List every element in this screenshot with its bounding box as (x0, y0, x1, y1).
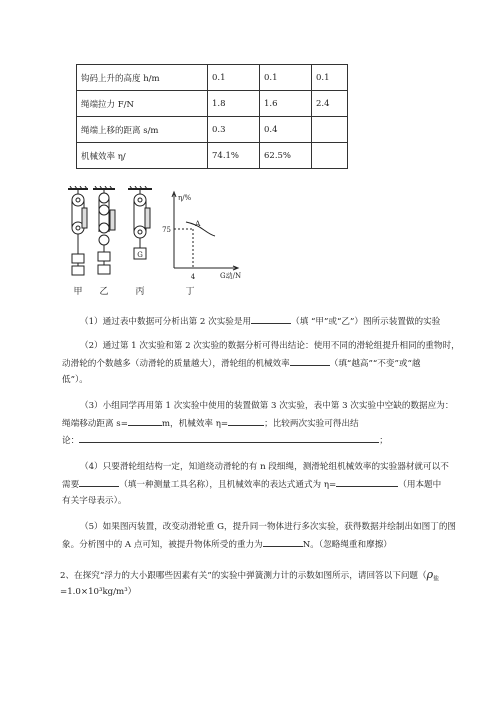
pulley-figure (62, 186, 252, 298)
figure-label-yi: 乙 (99, 287, 109, 297)
question-3-line-2 (62, 415, 359, 433)
table-cell: 0.1 (260, 65, 312, 91)
q5-text-b: N。（忽略绳重和摩擦） (302, 540, 392, 550)
q3-text-c: ；比较两次实验可得出结 (264, 419, 359, 429)
q4-text-c: （用本题中 (398, 480, 442, 490)
question-4-line-1: （4）只要滑轮组结构一定，知道绕动滑轮的有 n 段细绳，测滑轮组机械效率的实验器材就可以不 (80, 462, 449, 472)
x-tick-label: 4 (190, 273, 196, 281)
q1-text-b: （填 “甲”或“乙”）图所示装置做的实验 (291, 317, 441, 327)
q5-text-a: 象。分析图中的 A 点可知，被提升物体所受的重力为 (62, 540, 263, 550)
table-row (77, 117, 348, 143)
question-5-line-2 (62, 536, 392, 554)
q4-text-b: （填一种测量工具名称），且机械效率的表达式通式为 η= (119, 480, 337, 490)
question-3-line-3 (62, 432, 388, 450)
q4-text-a: 需要 (62, 480, 80, 490)
q3-distance-blank[interactable] (128, 415, 162, 426)
table-cell: 1.6 (260, 91, 312, 117)
weight-label: G (137, 251, 143, 259)
table-cell: 0.3 (208, 117, 260, 143)
q3-text-b: m，机械效率 η= (161, 419, 229, 429)
question-4-line-3: 有关字母表示）。 (62, 496, 127, 506)
rho-symbol: ρ (426, 568, 434, 581)
efficiency-graph (172, 192, 238, 270)
q2-text-b: （填“越高”“不变”或“越 (329, 359, 421, 369)
experiment-data-table (76, 64, 348, 169)
table-cell: 绳端上移的距离 s/m (77, 117, 208, 143)
problem-2-text-a: 2、在探究“浮力的大小跟哪些因素有关”的实验中弹簧测力计的示数如图所示，请回答以下问题（ (60, 571, 427, 581)
table-row (77, 65, 348, 91)
table-row (77, 91, 348, 117)
q3-efficiency-blank[interactable] (228, 415, 264, 426)
table-cell: 0.4 (260, 117, 312, 143)
figure-label-bing: 丙 (135, 287, 145, 297)
q3-text-a: 绳端移动距离 s= (62, 419, 128, 429)
q3-conclusion-blank[interactable] (79, 432, 379, 443)
table-cell: 绳端拉力 F/N (77, 91, 208, 117)
table-cell: 钩码上升的高度 h/m (77, 65, 208, 91)
question-2-line-1: （2）通过第 1 次实验和第 2 次实验的数据分析可得出结论：使用不同的滑轮组提升相同的重物时， (80, 341, 460, 351)
y-tick-label: 75 (162, 226, 171, 234)
table-row (77, 143, 348, 169)
table-cell: 62.5% (260, 143, 312, 169)
x-axis-label: G动/N (220, 272, 242, 280)
question-5-line-1: （5）如果图丙装置，改变动滑轮重 G，提升同一物体进行多次实验，获得数据并绘制出如图丁的图 (80, 522, 457, 532)
table-cell: 机械效率 η/ (77, 143, 208, 169)
table-cell: 0.1 (208, 65, 260, 91)
point-a-label: A (195, 219, 201, 228)
q3-text-d: 论： (62, 436, 80, 446)
q4-formula-blank[interactable] (336, 476, 398, 487)
question-4-line-2 (62, 476, 441, 494)
pulley-setup-yi (93, 186, 115, 274)
table-cell: 0.1 (312, 65, 348, 91)
question-2-line-2 (62, 355, 420, 373)
q2-answer-blank[interactable] (290, 355, 330, 366)
question-2-line-3: 低”）。 (62, 375, 88, 385)
table-cell (312, 117, 348, 143)
q1-answer-blank[interactable] (251, 313, 291, 324)
question-1 (80, 313, 440, 331)
q4-tool-blank[interactable] (79, 476, 119, 487)
q3-text-e: ； (379, 436, 388, 446)
table-cell: 74.1% (208, 143, 260, 169)
figure-label-ding: 丁 (185, 287, 195, 297)
q5-weight-blank[interactable] (263, 536, 303, 547)
table-cell: 2.4 (312, 91, 348, 117)
pulley-setup-bing (128, 186, 152, 259)
table-cell (312, 143, 348, 169)
pulley-setup-jia (68, 186, 88, 275)
problem-2-line-2: =1.0×10³kg/m³） (60, 587, 137, 597)
q2-text-a: 动滑轮的个数越多（动滑轮的质量越大），滑轮组的机械效率 (62, 359, 290, 369)
table-cell: 1.8 (208, 91, 260, 117)
q1-text-a: （1）通过表中数据可分析出第 2 次实验是用 (80, 317, 252, 327)
y-axis-label: η/% (178, 194, 192, 202)
question-3-line-1: （3）小组同学再用第 1 次实验中使用的装置做第 3 次实验，表中第 3 次实验中空缺的数据应为： (80, 401, 454, 411)
figure-label-jia: 甲 (73, 287, 83, 297)
rho-subscript: 盐 (433, 575, 440, 583)
